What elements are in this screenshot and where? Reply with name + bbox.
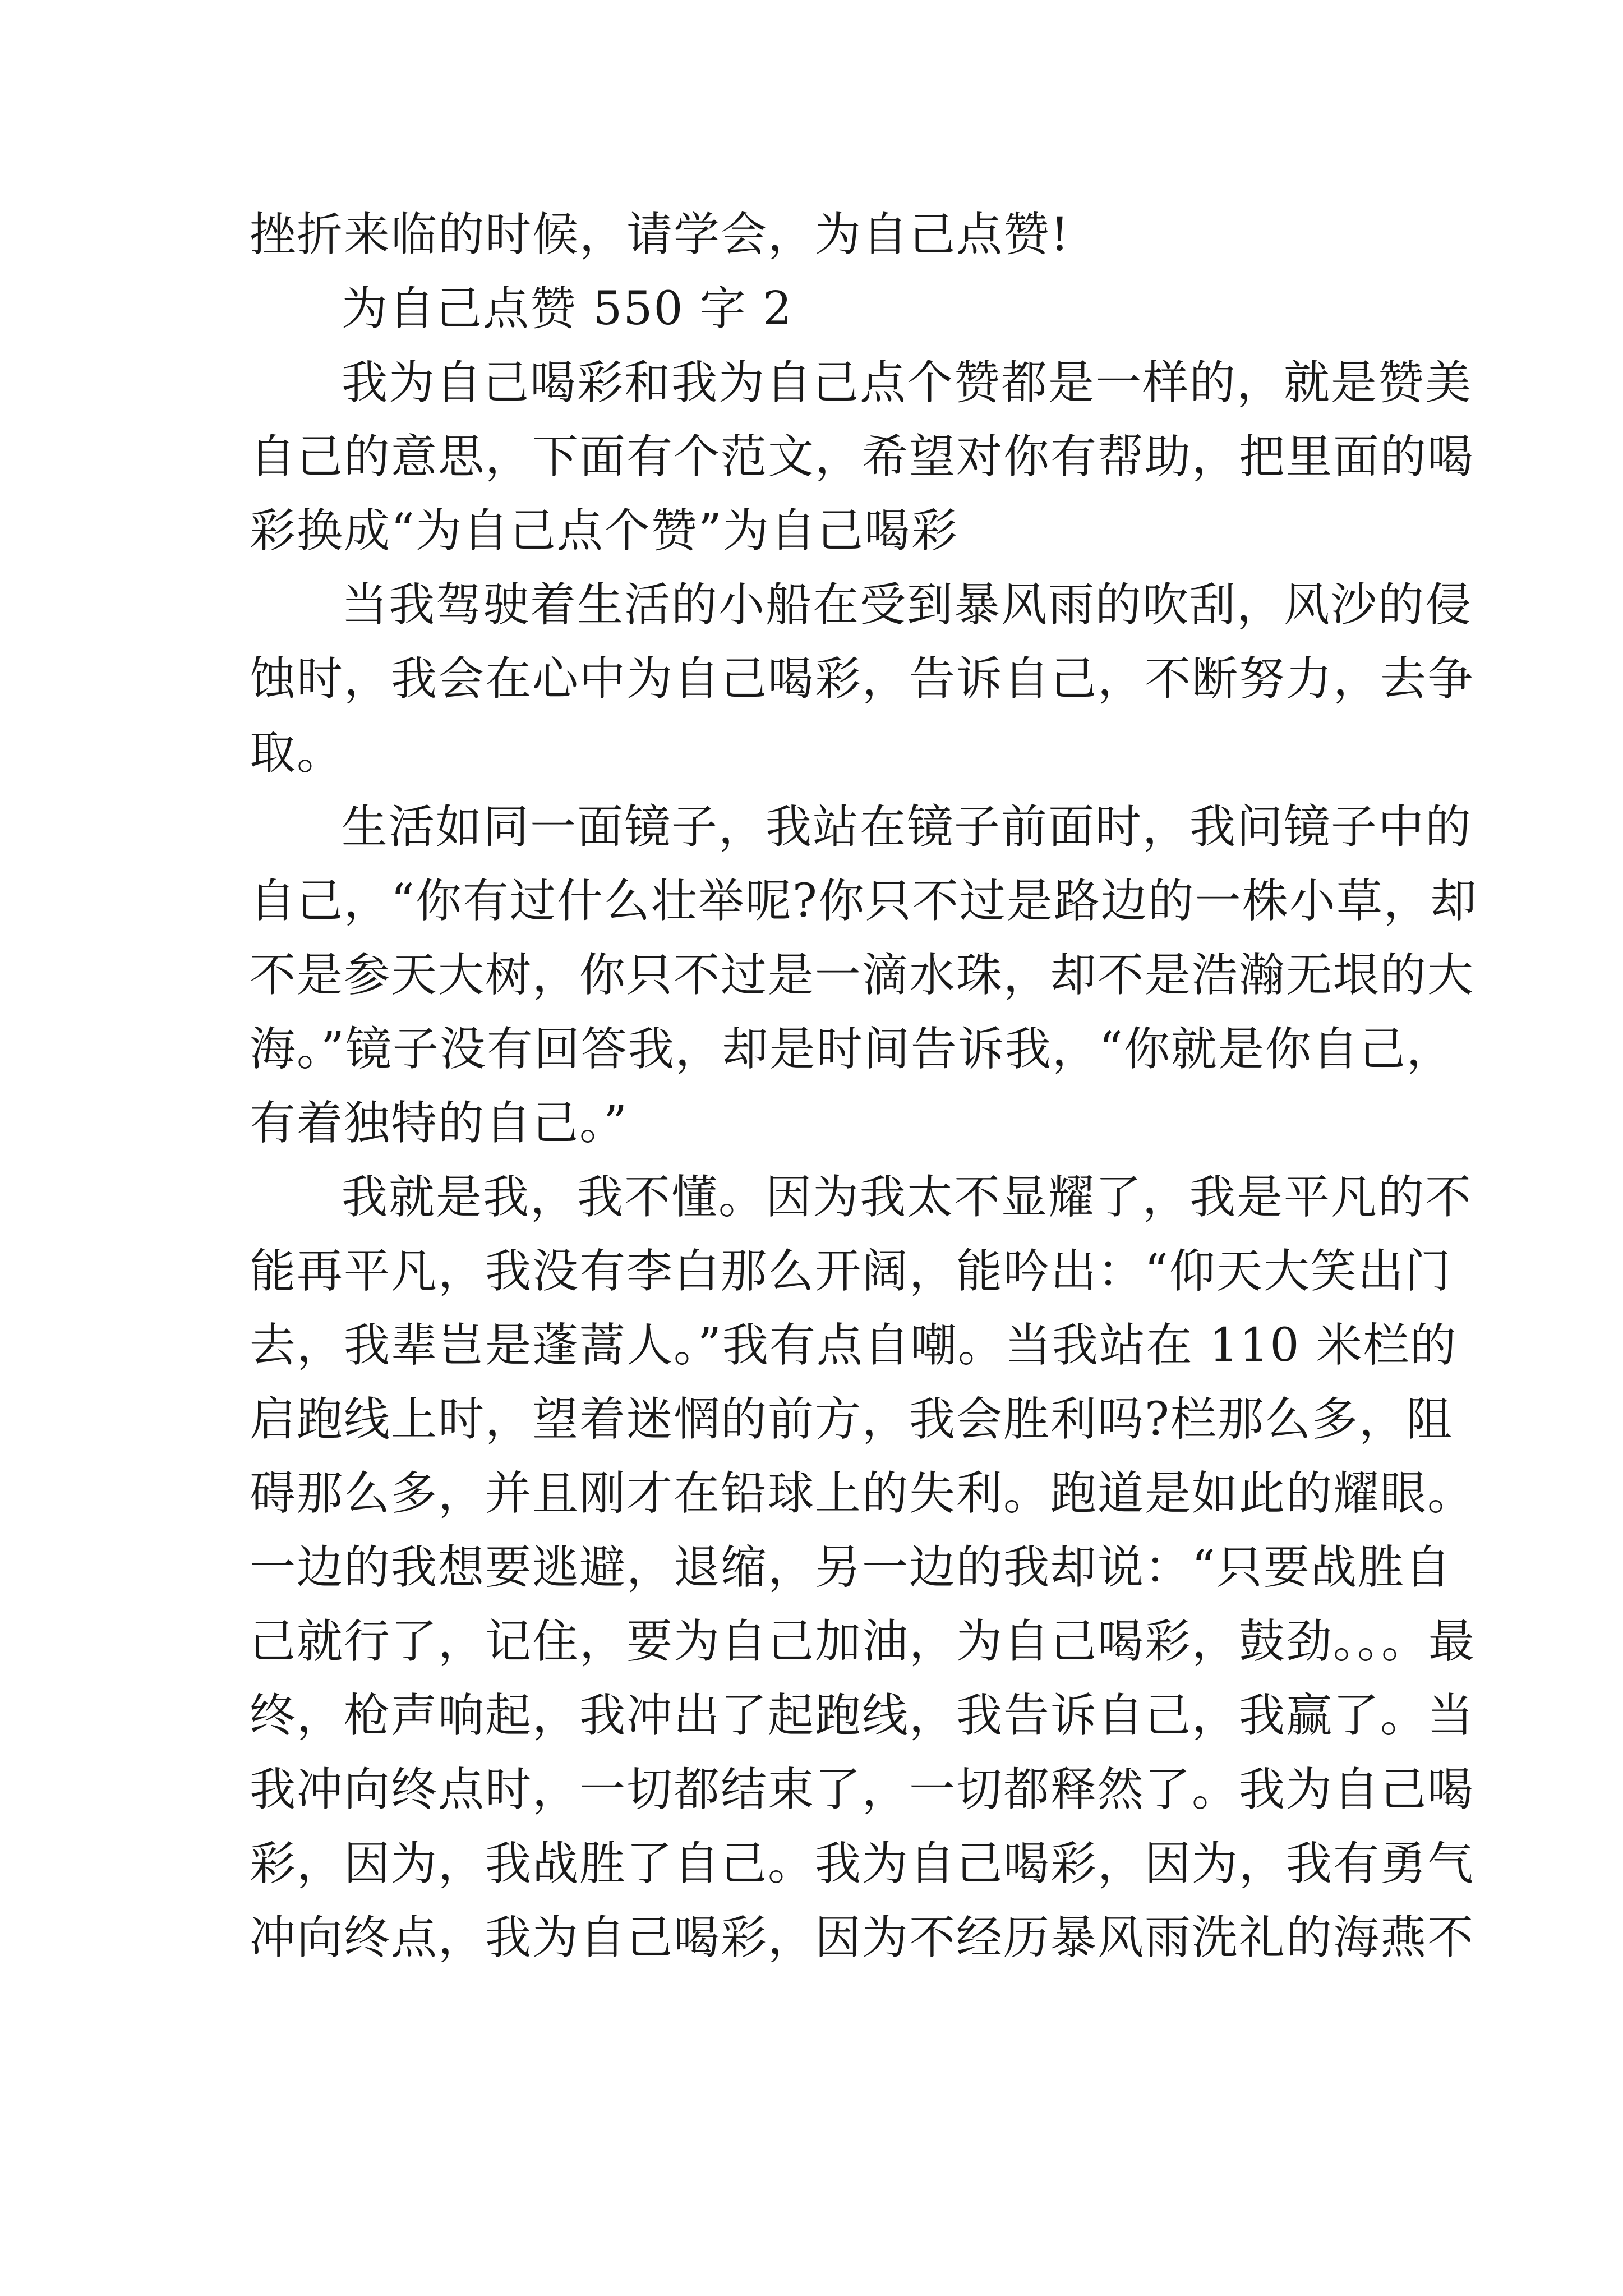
text-line: 去，我辈岂是蓬蒿人。”我有点自嘲。当我站在 110 米栏的 xyxy=(250,1319,1458,1372)
text-line: 能再平凡，我没有李白那么开阔，能吟出：“仰天大笑出门 xyxy=(250,1245,1452,1298)
text-line: 当我驾驶着生活的小船在受到暴风雨的吹刮，风沙的侵 xyxy=(342,578,1473,632)
text-line: 不是参天大树，你只不过是一滴水珠，却不是浩瀚无垠的大 xyxy=(250,949,1475,1002)
text-line: 己就行了，记住，要为自己加油，为自己喝彩，鼓劲。。。最 xyxy=(250,1615,1476,1668)
document-body xyxy=(250,198,1478,1975)
text-line: 彩换成“为自己点个赞”为自己喝彩 xyxy=(250,504,958,558)
text-line: 有着独特的自己。” xyxy=(250,1097,628,1150)
text-line: 彩，因为，我战胜了自己。我为自己喝彩，因为，我有勇气 xyxy=(250,1837,1475,1890)
text-line: 终，枪声响起，我冲出了起跑线，我告诉自己，我赢了。当 xyxy=(250,1689,1475,1742)
text-line: 我为自己喝彩和我为自己点个赞都是一样的，就是赞美 xyxy=(342,356,1473,409)
text-line: 启跑线上时，望着迷惘的前方，我会胜利吗?栏那么多，阻 xyxy=(250,1393,1453,1446)
text-line: 冲向终点，我为自己喝彩，因为不经历暴风雨洗礼的海燕不 xyxy=(250,1911,1475,1964)
text-line: 我就是我，我不懂。因为我太不显耀了，我是平凡的不 xyxy=(342,1171,1473,1224)
text-line: 自己的意思，下面有个范文，希望对你有帮助，把里面的喝 xyxy=(250,430,1475,484)
text-line: 取。 xyxy=(250,726,344,780)
text-line: 海。”镜子没有回答我，却是时间告诉我，“你就是你自己， xyxy=(250,1023,1454,1076)
text-line: 碍那么多，并且刚才在铅球上的失利。跑道是如此的耀眼。 xyxy=(250,1467,1475,1520)
text-line: 蚀时，我会在心中为自己喝彩，告诉自己，不断努力，去争 xyxy=(250,652,1475,706)
text-line: 挫折来临的时候，请学会，为自己点赞! xyxy=(250,208,1070,261)
text-line: 自己，“你有过什么壮举呢?你只不过是路边的一株小草，却 xyxy=(250,875,1478,928)
text-line: 一边的我想要逃避，退缩，另一边的我却说：“只要战胜自 xyxy=(250,1541,1452,1594)
text-line: 生活如同一面镜子，我站在镜子前面时，我问镜子中的 xyxy=(342,800,1473,854)
text-line: 我冲向终点时，一切都结束了，一切都释然了。我为自己喝 xyxy=(250,1763,1475,1816)
section-heading: 为自己点赞 550 字 2 xyxy=(342,282,793,335)
